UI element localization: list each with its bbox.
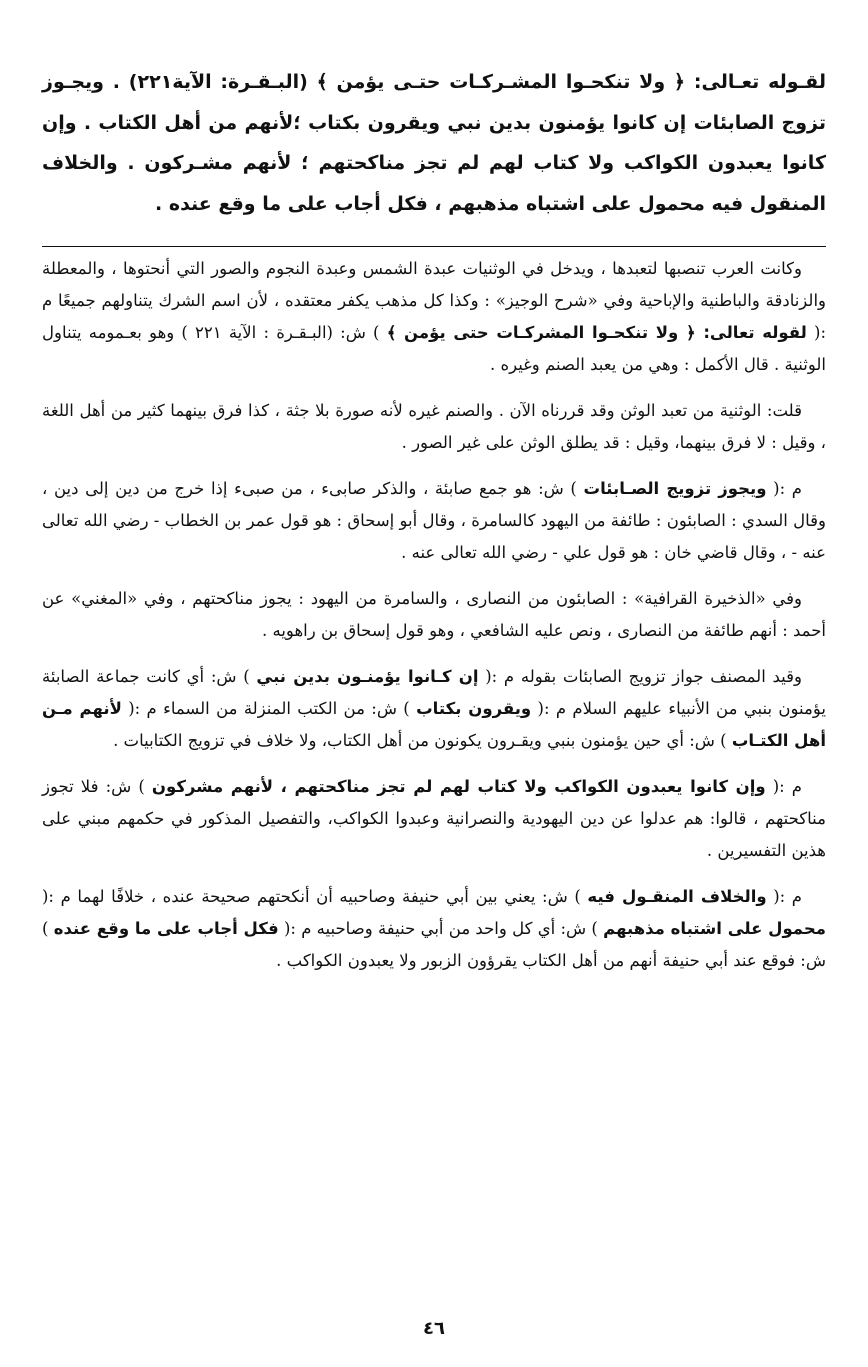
commentary-paragraph (42, 473, 826, 569)
commentary-segment: ) ش: أي كانت جماعة الصابئة يؤمنون بنبي من الأنبياء عليهم السلام م :( (42, 667, 826, 718)
quoted-matn-segment: وإن كانوا يعبدون الكواكب ولا كتاب لهم لم تجز مناكحتهم ، لأنهم مشركون (151, 777, 766, 796)
quoted-matn-segment: ويجوز تزويج الصـابئات (583, 479, 767, 498)
commentary (42, 253, 826, 977)
commentary-paragraph (42, 771, 826, 867)
commentary-segment: ) ش: فوقع عند أبي حنيفة أنهم من أهل الكتاب يقرؤون الزبور ولا يعبدون الكواكب . (42, 919, 826, 970)
quoted-matn-segment: إن كـانوا يؤمنـون بدين نبي (256, 667, 479, 686)
commentary-segment: ) ش: هو جمع صابئة ، والذكر صابىء ، من صبىء إذا خرج من دين إلى دين ، وقال السدي : الصابئون : طائفة من اليهود كالسامرة ، وقال أبو إسحاق : هو قول عمر بن الخطاب - رضي الله تعالى عنه - ، وقال قاضي خان : هو قول علي - رضي الله تعالى عنه . (42, 479, 826, 562)
quoted-matn-segment: محمول على اشتباه مذهبهم (603, 919, 826, 938)
commentary-segment: م :( (765, 777, 803, 796)
quoted-matn-segment: والخلاف المنقـول فيه (587, 887, 767, 906)
commentary-segment: ) ش: فلا تجوز مناكحتهم ، قالوا: هم عدلوا عن دين اليهودية والنصرانية وعبدوا الكواكب، والتفصيل المذكور في حكمهم مبني على هذين التفسيرين . (42, 777, 826, 860)
commentary-segment: ) ش: يعني بين أبي حنيفة وصاحبيه أن أنكحتهم صحيحة عنده ، خلافًا لهما م :( (42, 887, 588, 906)
matn-text: لقـوله تعـالى: ﴿ ولا تنكحـوا المشـركـات حتـى يؤمن ﴾ (البـقـرة: الآية٢٢١) . ويجـوز تزوج الصابئات إن كانوا يؤمنون بدين نبي ويقرون بكتاب ؛لأنهم من أهل الكتاب . وإن كانوا يعبدون الكواكب ولا كتاب لهم لم تجز مناكحتهم ؛ لأنهم مشـركون . والخلاف المنقول فيه محمول على اشتباه مذهبهم ، فكل أجاب على ما وقع عنده . (42, 71, 826, 215)
book-page (42, 62, 826, 991)
quoted-matn-segment: لأنهم مـن أهل الكتـاب (42, 699, 826, 750)
separator-rule (42, 246, 826, 247)
commentary-segment: ) ش: من الكتب المنزلة من السماء م :( (121, 699, 417, 718)
commentary-paragraph (42, 661, 826, 757)
commentary-paragraph (42, 395, 826, 459)
commentary-segment: وقيد المصنف جواز تزويج الصابئات بقوله م :( (478, 667, 802, 686)
commentary-segment: وفي «الذخيرة القرافية» : الصابئون من النصارى ، والسامرة من اليهود : يجوز مناكحتهم ، وفي «المغني» عن أحمد : أنهم طائفة من النصارى ، ونص عليه الشافعي ، وهو قول إسحاق بن راهويه . (42, 589, 826, 640)
page-number: ٤٦ (423, 1318, 445, 1339)
commentary-segment: م :( (766, 479, 803, 498)
commentary-paragraph (42, 881, 826, 977)
commentary-segment: وكانت العرب تنصبها لتعبدها ، ويدخل في الوثنيات عبدة الشمس وعبدة النجوم والصور التي أنحتوها ، والمعطلة والزنادقة والباطنية والإباحية وفي «شرح الوجيز» : وكذا كل مذهب يكفر معتقده ، لأن اسم الشرك يتناولهم جميعًا م :( (42, 259, 827, 342)
quoted-matn-segment: ويقرون بكتاب (416, 699, 532, 718)
commentary-paragraph (42, 583, 826, 647)
quoted-matn-segment: فكل أجاب على ما وقع عنده (53, 919, 279, 938)
commentary-paragraph (42, 253, 826, 381)
commentary-segment: قلت: الوثنية من تعبد الوثن وقد قررناه الآن . والصنم غيره لأنه صورة بلا جثة ، كذا فرق بينهما كثير من أهل اللغة ، وقيل : لا فرق بينهما، وقيل : قد يطلق الوثن على غير الصور . (42, 401, 826, 452)
quoted-matn-segment: لقوله تعالى: ﴿ ولا تنكحـوا المشركـات حتى يؤمن ﴾ (386, 323, 807, 342)
commentary-segment: ) ش: أي كل واحد من أبي حنيفة وصاحبيه م :( (278, 919, 604, 938)
commentary-segment: م :( (766, 887, 802, 906)
commentary-segment: ) ش: (البـقـرة : الآية ٢٢١ ) وهو بعـمومه يتناول الوثنية . قال الأكمل : وهي من يعبد الصنم وغيره . (42, 323, 826, 374)
commentary-segment: ) ش: أي حين يؤمنون بنبي ويقـرون يكونون من أهل الكتاب، ولا خلاف في تزويج الكتابيات . (113, 731, 732, 750)
